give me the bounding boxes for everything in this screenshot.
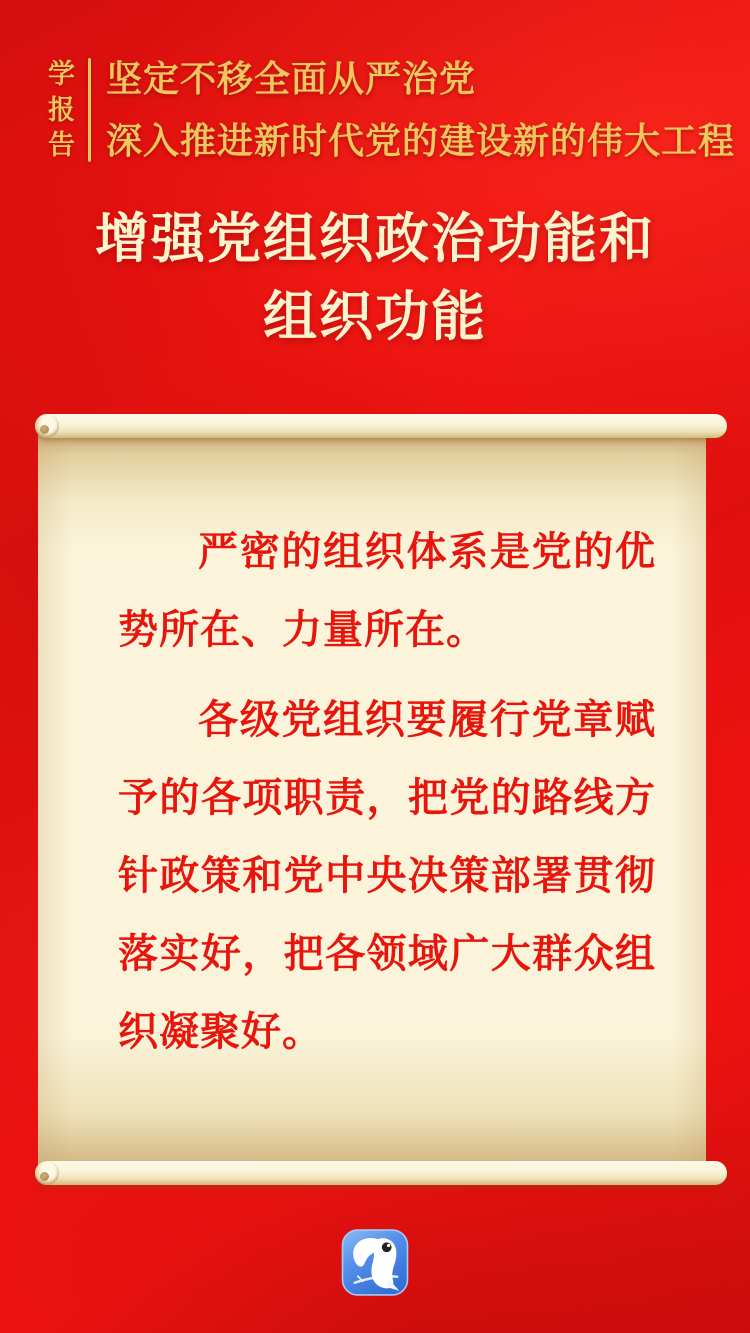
quote-text-block (118, 513, 656, 1071)
bird-icon (342, 1229, 409, 1296)
vertical-label-char: 告 (48, 130, 75, 160)
header (48, 58, 735, 162)
news-bird-logo (342, 1229, 409, 1296)
vertical-label-char: 报 (48, 94, 75, 125)
quote-paragraph-1: 严密的组织体系是党的优势所在、力量所在。 (118, 530, 656, 652)
page-title-line-1: 增强党组织政治功能和 (95, 209, 655, 269)
scroll-bottom-roll (35, 1161, 727, 1185)
page-title (0, 200, 750, 356)
vertical-label-char: 学 (48, 59, 75, 89)
slogan-line-1: 坚定不移全面从严治党 (106, 58, 477, 99)
scroll-top-roll (35, 414, 727, 438)
scroll-paper (38, 433, 706, 1166)
header-slogans (106, 58, 735, 162)
header-divider (88, 58, 91, 162)
quote-paragraph-2: 各级党组织要履行党章赋予的各项职责，把党的路线方针政策和党中央决策部署贯彻落实好，把各领域广大群众组织凝聚好。 (118, 698, 656, 1054)
page-title-line-2: 组织功能 (263, 287, 487, 347)
slogan-line-2: 深入推进新时代党的建设新的伟大工程 (106, 120, 736, 162)
paper-scroll (35, 414, 727, 1185)
vertical-label-study-report (48, 58, 75, 162)
